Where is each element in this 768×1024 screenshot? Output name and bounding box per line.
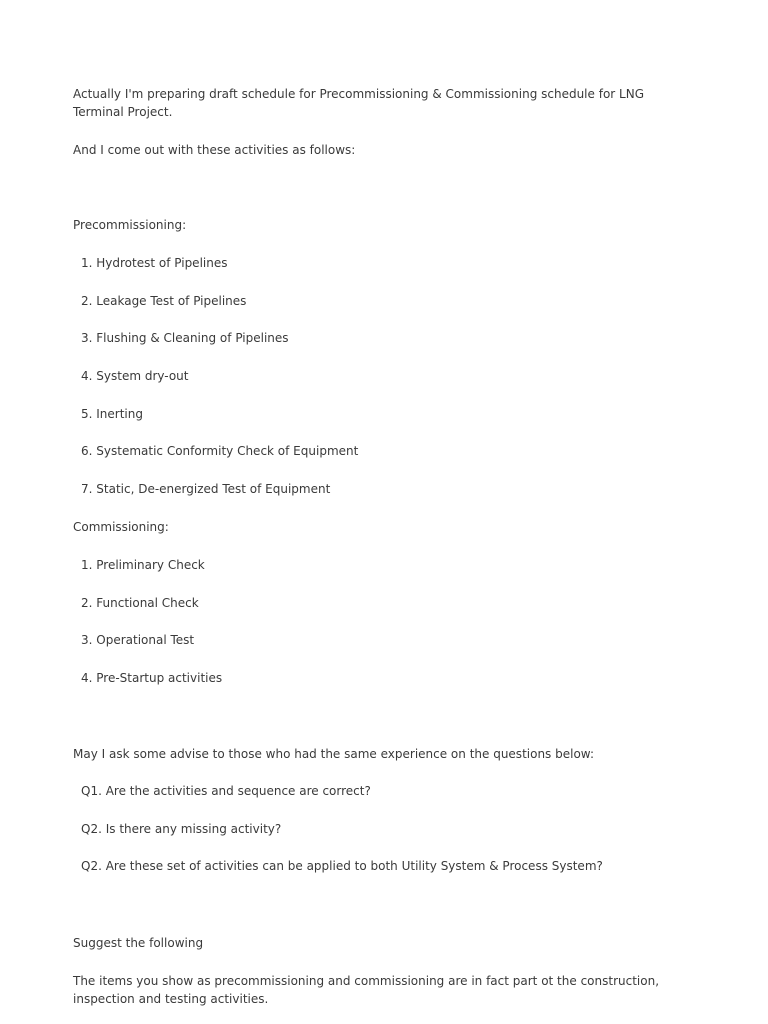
precommissioning-heading: Precommissioning: bbox=[73, 218, 187, 232]
question-item: Q2. Are these set of activities can be applied to both Utility System & Process System? bbox=[81, 859, 603, 873]
list-item: 2. Functional Check bbox=[81, 596, 199, 610]
intro-followup: And I come out with these activities as follows: bbox=[73, 143, 356, 157]
list-item: 7. Static, De-energized Test of Equipment bbox=[81, 482, 331, 496]
reply-heading: Suggest the following bbox=[73, 936, 204, 950]
commissioning-heading: Commissioning: bbox=[73, 520, 169, 534]
list-item: 6. Systematic Conformity Check of Equipment bbox=[81, 444, 359, 458]
questions-intro: May I ask some advise to those who had the same experience on the questions below: bbox=[73, 747, 594, 761]
list-item: 2. Leakage Test of Pipelines bbox=[81, 294, 247, 308]
list-item: 4. System dry-out bbox=[81, 369, 189, 383]
list-item: 1. Preliminary Check bbox=[81, 558, 205, 572]
list-item: 3. Operational Test bbox=[81, 633, 195, 647]
question-item: Q2. Is there any missing activity? bbox=[81, 822, 282, 836]
reply-paragraph: The items you show as precommissioning and commissioning are in fact part ot the construction, inspection and testing activities. bbox=[73, 974, 660, 1006]
list-item: 5. Inerting bbox=[81, 407, 143, 421]
list-item: 4. Pre-Startup activities bbox=[81, 671, 223, 685]
list-item: 1. Hydrotest of Pipelines bbox=[81, 256, 228, 270]
question-item: Q1. Are the activities and sequence are correct? bbox=[81, 784, 371, 798]
list-item: 3. Flushing & Cleaning of Pipelines bbox=[81, 331, 289, 345]
intro-paragraph: Actually I'm preparing draft schedule for Precommissioning & Commissioning schedule for LNG Terminal Project. bbox=[73, 87, 644, 119]
